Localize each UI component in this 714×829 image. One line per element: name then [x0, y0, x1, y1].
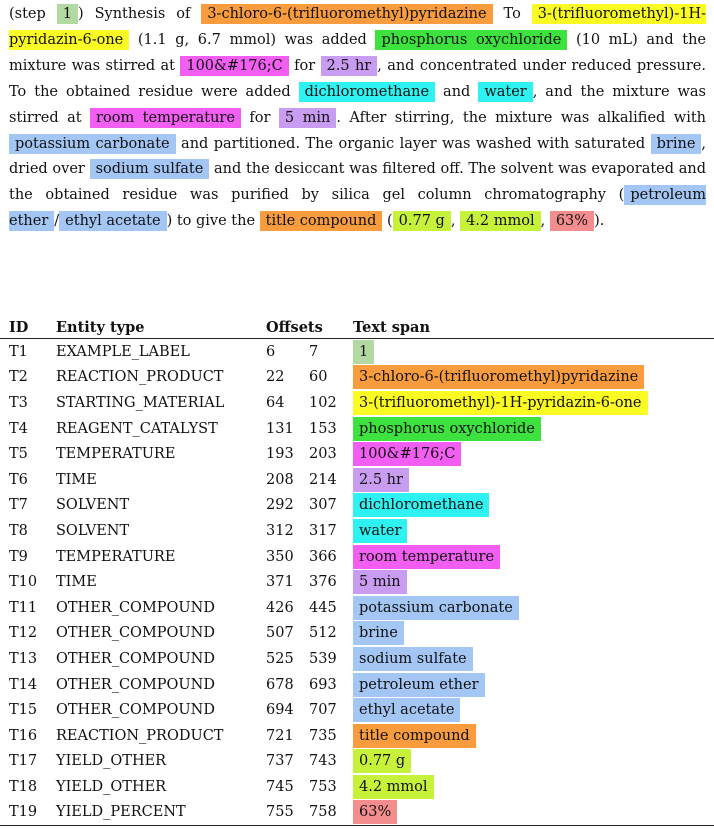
cell-entity-type: TIME — [56, 574, 97, 591]
cell-entity-type: SOLVENT — [56, 497, 130, 514]
text: ( — [382, 213, 393, 230]
header-entity-type: Entity type — [56, 316, 266, 339]
text: (step — [9, 6, 57, 22]
cell-offset-end: 735 — [309, 727, 337, 744]
cell-text-span — [353, 339, 714, 365]
entity-yield-other: 4.2 mmol — [460, 211, 541, 231]
text: for — [240, 109, 279, 126]
entity-other-compound: petroleum ether — [9, 187, 706, 230]
entity-other-compound: sodium sulfate — [90, 159, 210, 179]
text-span-highlight: 100&#176;C — [353, 442, 461, 466]
cell-offset-start: 737 — [266, 753, 294, 770]
cell-offset-end: 758 — [309, 800, 353, 826]
cell-offset-end: 707 — [309, 702, 337, 719]
text-span-highlight: 5 min — [353, 570, 407, 594]
cell-id: T1 — [9, 343, 28, 360]
text: and the desiccant was filtered off. The solvent was evaporated and the obtained residue was purified by silica gel column chromatography ( — [9, 161, 706, 204]
annotated-paragraph — [9, 2, 706, 235]
cell-offset-end: 512 — [309, 625, 337, 642]
text: To — [492, 6, 532, 22]
table-row — [0, 774, 714, 800]
cell-entity-type: TEMPERATURE — [56, 446, 176, 463]
text-span-highlight: 2.5 hr — [353, 468, 409, 492]
cell-entity-type: EXAMPLE_LABEL — [56, 343, 190, 360]
cell-id: T5 — [9, 446, 28, 463]
cell-id: T16 — [9, 727, 38, 744]
table-row — [0, 365, 714, 391]
table-row — [0, 390, 714, 416]
text-span-highlight: 63% — [353, 800, 397, 824]
entity-temperature: room temperature — [90, 108, 241, 128]
entity-reaction-product: title compound — [260, 211, 383, 231]
table-body — [0, 339, 714, 826]
text-span-highlight: 0.77 g — [353, 749, 411, 773]
table-row — [0, 621, 714, 647]
cell-id: T2 — [9, 369, 28, 386]
cell-text-span — [353, 518, 714, 544]
table-row — [0, 518, 714, 544]
cell-offset-end: 60 — [309, 369, 328, 386]
header-text-span: Text span — [353, 316, 714, 339]
entity-other-compound: ethyl acetate — [59, 211, 166, 231]
cell-id: T17 — [9, 753, 38, 770]
text-span-highlight: 3-(trifluoromethyl)-1H-pyridazin-6-one — [353, 391, 648, 415]
cell-id: T12 — [9, 625, 38, 642]
cell-offset-end: 743 — [309, 753, 337, 770]
entity-time: 5 min — [279, 108, 336, 128]
cell-entity-type: REAGENT_CATALYST — [56, 420, 218, 437]
table-row — [0, 467, 714, 493]
cell-text-span — [353, 621, 714, 647]
cell-offset-start: 22 — [266, 369, 285, 386]
cell-entity-type: SOLVENT — [56, 522, 130, 539]
text-span-highlight: 3-chloro-6-(trifluoromethyl)pyridazine — [353, 365, 644, 389]
cell-offset-start: 507 — [266, 625, 294, 642]
cell-text-span — [353, 441, 714, 467]
cell-id: T14 — [9, 676, 38, 693]
cell-entity-type: STARTING_MATERIAL — [56, 394, 225, 411]
text: and — [435, 83, 479, 100]
cell-offset-end: 307 — [309, 497, 337, 514]
cell-entity-type: OTHER_COMPOUND — [56, 650, 215, 667]
table-row — [0, 441, 714, 467]
text: (1.1 g, 6.7 mmol) was added — [129, 31, 376, 48]
cell-offset-start: 64 — [266, 394, 285, 411]
cell-offset-start: 193 — [266, 446, 294, 463]
cell-text-span — [353, 416, 714, 442]
entity-reaction-product: 3-chloro-6-(trifluoromethyl)pyridazine — [201, 4, 492, 24]
cell-id: T7 — [9, 497, 28, 514]
text-span-highlight: phosphorus oxychloride — [353, 417, 541, 441]
cell-offset-start: 694 — [266, 702, 294, 719]
cell-entity-type: OTHER_COMPOUND — [56, 676, 215, 693]
cell-entity-type: OTHER_COMPOUND — [56, 702, 215, 719]
text-span-highlight: sodium sulfate — [353, 647, 473, 671]
table-row — [0, 723, 714, 749]
entity-solvent: water — [478, 82, 532, 102]
entity-reagent-catalyst: phosphorus oxychloride — [375, 30, 567, 50]
text-span-highlight: petroleum ether — [353, 673, 485, 697]
cell-entity-type: YIELD_OTHER — [56, 778, 167, 795]
text-span-highlight: water — [353, 519, 407, 543]
cell-entity-type: REACTION_PRODUCT — [56, 369, 224, 386]
cell-offset-start: 525 — [266, 650, 294, 667]
text-span-highlight: title compound — [353, 724, 476, 748]
cell-entity-type: OTHER_COMPOUND — [56, 625, 215, 642]
cell-id: T13 — [9, 650, 38, 667]
text: ). — [594, 213, 605, 230]
cell-id: T8 — [9, 522, 28, 539]
text: (10 mL) and the mixture was stirred at — [9, 31, 706, 74]
cell-text-span — [353, 595, 714, 621]
text: ) Synthesis of — [77, 6, 202, 22]
entity-table — [0, 316, 714, 826]
cell-entity-type: YIELD_OTHER — [56, 753, 167, 770]
cell-offset-end: 445 — [309, 599, 337, 616]
cell-id: T6 — [9, 471, 28, 488]
cell-offset-start: 371 — [266, 574, 294, 591]
cell-id: T11 — [9, 599, 38, 616]
table-row — [0, 672, 714, 698]
cell-text-span — [353, 723, 714, 749]
text-span-highlight: 4.2 mmol — [353, 775, 434, 799]
entity-example-label: 1 — [57, 4, 78, 24]
cell-offset-start: 208 — [266, 471, 294, 488]
cell-entity-type: OTHER_COMPOUND — [56, 599, 215, 616]
cell-entity-type: REACTION_PRODUCT — [56, 727, 224, 744]
table-row — [0, 749, 714, 775]
cell-offset-start: 678 — [266, 676, 294, 693]
cell-offset-start: 350 — [266, 548, 294, 565]
cell-offset-end: 539 — [309, 650, 337, 667]
text: , and concentrated under reduced pressure. To the obtained residue were added — [9, 57, 707, 100]
text-span-highlight: ethyl acetate — [353, 698, 460, 722]
text-span-highlight: room temperature — [353, 545, 500, 569]
text-span-highlight: brine — [353, 621, 404, 645]
text: , and the mixture was stirred at — [9, 83, 707, 126]
cell-id: T3 — [9, 394, 28, 411]
cell-entity-type: TEMPERATURE — [56, 548, 176, 565]
header-offsets: Offsets — [266, 316, 353, 339]
text: , dried over — [9, 135, 707, 178]
cell-text-span — [353, 749, 714, 775]
cell-offset-start: 131 — [266, 420, 294, 437]
cell-text-span — [353, 390, 714, 416]
cell-id: T18 — [9, 778, 38, 795]
cell-entity-type: TIME — [56, 471, 97, 488]
entity-starting-material: 3-(trifluoromethyl)-1H-pyridazin-6-one — [9, 6, 706, 48]
cell-offset-end: 366 — [309, 548, 337, 565]
cell-text-span — [353, 672, 714, 698]
cell-entity-type: YIELD_PERCENT — [56, 800, 266, 826]
entity-other-compound: potassium carbonate — [9, 134, 176, 154]
cell-id: T10 — [9, 574, 38, 591]
cell-text-span — [353, 800, 714, 826]
text: and partitioned. The organic layer was washed with saturated — [175, 135, 651, 152]
entity-solvent: dichloromethane — [299, 82, 435, 102]
text-span-highlight: potassium carbonate — [353, 596, 519, 620]
cell-offset-start: 755 — [266, 800, 309, 826]
text: , — [450, 213, 461, 230]
text-span-highlight: 1 — [353, 340, 374, 364]
table-header-row — [0, 316, 714, 339]
cell-offset-end: 317 — [309, 522, 337, 539]
cell-offset-start: 721 — [266, 727, 294, 744]
cell-offset-end: 102 — [309, 394, 337, 411]
text: , — [540, 213, 550, 230]
cell-offset-start: 312 — [266, 522, 294, 539]
header-id: ID — [0, 316, 56, 339]
cell-offset-end: 203 — [309, 446, 337, 463]
cell-id: T19 — [0, 800, 56, 826]
cell-offset-start: 745 — [266, 778, 294, 795]
table-row — [0, 800, 714, 826]
cell-offset-end: 7 — [309, 343, 319, 360]
cell-text-span — [353, 774, 714, 800]
entity-time: 2.5 hr — [321, 56, 378, 76]
cell-offset-end: 153 — [309, 420, 337, 437]
text: / — [54, 213, 60, 230]
cell-text-span — [353, 569, 714, 595]
text: for — [288, 57, 321, 74]
cell-text-span — [353, 697, 714, 723]
table-row — [0, 697, 714, 723]
cell-offset-start: 292 — [266, 497, 294, 514]
table-row — [0, 595, 714, 621]
entity-other-compound: brine — [651, 134, 702, 154]
cell-text-span — [353, 493, 714, 519]
cell-offset-end: 376 — [309, 574, 337, 591]
cell-text-span — [353, 544, 714, 570]
cell-offset-start: 426 — [266, 599, 294, 616]
table-row — [0, 493, 714, 519]
cell-id: T15 — [9, 702, 38, 719]
entity-yield-other: 0.77 g — [393, 211, 451, 231]
cell-text-span — [353, 365, 714, 391]
table-row — [0, 569, 714, 595]
cell-text-span — [353, 467, 714, 493]
table-row — [0, 416, 714, 442]
table-row — [0, 646, 714, 672]
entity-yield-percent: 63% — [550, 211, 594, 231]
cell-text-span — [353, 646, 714, 672]
cell-offset-end: 214 — [309, 471, 337, 488]
cell-offset-end: 693 — [309, 676, 337, 693]
table-row — [0, 544, 714, 570]
cell-offset-start: 6 — [266, 343, 276, 360]
table-row — [0, 339, 714, 365]
text: ) to give the — [166, 213, 260, 230]
text-span-highlight: dichloromethane — [353, 493, 489, 517]
entity-temperature: 100&#176;C — [180, 56, 288, 76]
text: . After stirring, the mixture was alkalified with — [336, 109, 706, 126]
cell-id: T9 — [9, 548, 28, 565]
cell-id: T4 — [9, 420, 28, 437]
cell-offset-end: 753 — [309, 778, 337, 795]
